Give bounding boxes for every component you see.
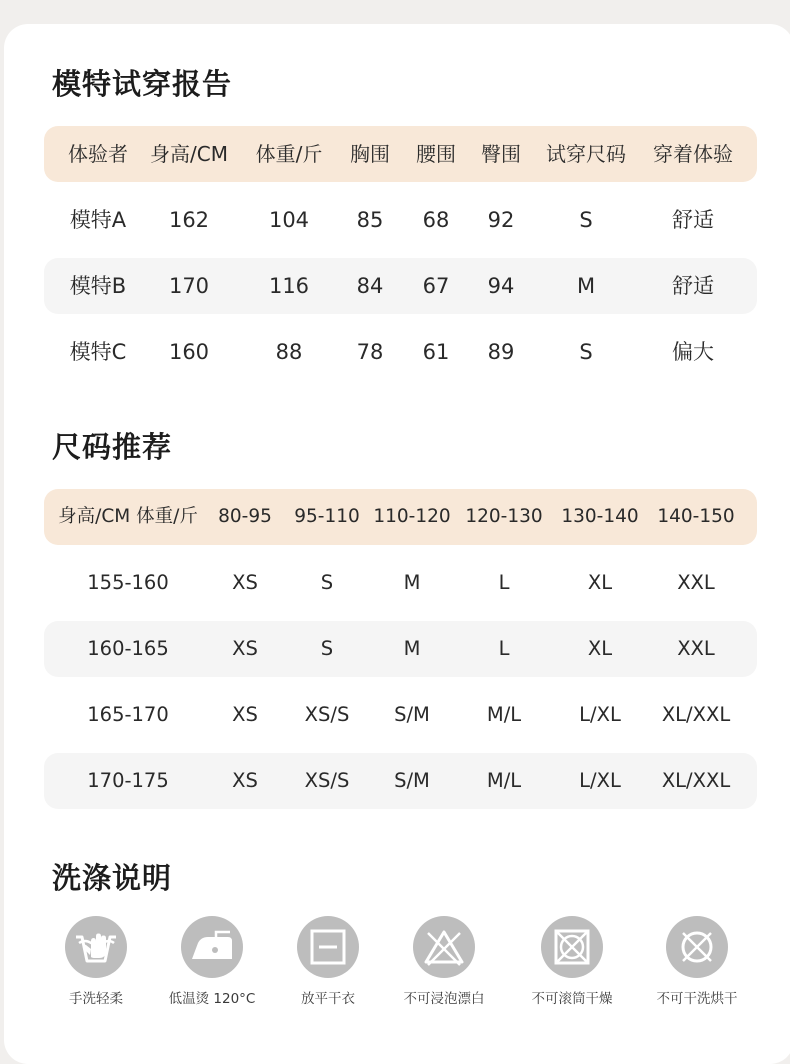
table-cell: XS: [232, 637, 258, 660]
table-cell: 170: [168, 274, 210, 298]
fitting-header-cell: 胸围: [350, 142, 390, 166]
fitting-header-cell: 腰围: [416, 142, 456, 166]
table-cell: 模特B: [69, 274, 127, 298]
size-header-cell: 130-140: [561, 506, 639, 527]
care-instructions-title: 洗涤说明: [52, 861, 173, 895]
table-cell: 160-165: [87, 637, 169, 660]
table-cell: XL/XXL: [661, 769, 731, 792]
care-label: 放平干衣: [301, 991, 355, 1007]
table-cell: 78: [356, 340, 384, 364]
table-cell: 165-170: [87, 703, 169, 726]
size-header-cell: 120-130: [465, 506, 543, 527]
table-cell: XS: [232, 769, 258, 792]
no-bleach-icon: [413, 916, 475, 978]
table-cell: S: [579, 208, 593, 232]
table-cell: L/XL: [579, 769, 621, 792]
table-cell: XL/XXL: [661, 703, 731, 726]
table-cell: XL: [587, 637, 613, 660]
table-cell: 94: [487, 274, 515, 298]
table-row: [44, 324, 757, 380]
no-tumble-dry-icon: [541, 916, 603, 978]
size-header-combined: 身高/CM 体重/斤: [58, 506, 198, 527]
table-cell: 104: [268, 208, 310, 232]
care-label: 不可浸泡漂白: [403, 991, 485, 1007]
table-cell: L: [498, 637, 510, 660]
table-cell: 舒适: [672, 208, 714, 232]
table-cell: L/XL: [579, 703, 621, 726]
care-item-no-dry-clean: [632, 916, 762, 1007]
table-cell: M: [403, 571, 421, 594]
table-cell: 162: [168, 208, 210, 232]
size-header-cell: 95-110: [294, 506, 360, 527]
table-cell: 89: [487, 340, 515, 364]
care-item-no-bleach: [379, 916, 509, 1007]
table-cell: XL: [587, 571, 613, 594]
table-cell: 偏大: [672, 340, 714, 364]
fitting-header-cell: 身高/CM: [150, 142, 228, 166]
table-cell: 67: [422, 274, 450, 298]
table-cell: S/M: [394, 769, 430, 792]
fitting-header-cell: 体重/斤: [255, 142, 323, 166]
table-cell: L: [498, 571, 510, 594]
low-iron-icon: [181, 916, 243, 978]
care-label: 不可干洗烘干: [656, 991, 738, 1007]
table-row: [44, 687, 757, 743]
table-cell: XS: [232, 703, 258, 726]
table-cell: XS/S: [304, 769, 350, 792]
table-cell: S: [320, 637, 334, 660]
table-cell: XS/S: [304, 703, 350, 726]
table-cell: M: [403, 637, 421, 660]
table-cell: 61: [422, 340, 450, 364]
table-cell: 170-175: [87, 769, 169, 792]
no-dry-clean-icon: [666, 916, 728, 978]
care-label: 手洗轻柔: [69, 991, 123, 1007]
table-cell: S: [579, 340, 593, 364]
table-row: [44, 753, 757, 809]
care-label: 低温烫 120°C: [168, 991, 256, 1007]
size-header-cell: 140-150: [657, 506, 735, 527]
table-cell: XXL: [677, 637, 715, 660]
table-row: [44, 258, 757, 314]
table-cell: XXL: [677, 571, 715, 594]
table-cell: 92: [487, 208, 515, 232]
table-cell: S/M: [394, 703, 430, 726]
care-item-low-iron: [147, 916, 277, 1007]
table-cell: 舒适: [672, 274, 714, 298]
care-item-hand-wash: [31, 916, 161, 1007]
table-cell: S: [320, 571, 334, 594]
table-cell: XS: [232, 571, 258, 594]
table-cell: 160: [168, 340, 210, 364]
dry-flat-icon: [297, 916, 359, 978]
table-cell: M: [576, 274, 596, 298]
size-recommendation-title: 尺码推荐: [52, 430, 173, 464]
table-cell: 116: [268, 274, 310, 298]
table-cell: M/L: [486, 703, 522, 726]
table-row: [44, 621, 757, 677]
size-header-row: [44, 489, 757, 545]
hand-wash-icon: [65, 916, 127, 978]
care-label: 不可滚筒干燥: [531, 991, 613, 1007]
table-cell: 模特A: [69, 208, 127, 232]
table-cell: 模特C: [69, 340, 127, 364]
table-cell: 85: [356, 208, 384, 232]
size-header-cell: 110-120: [373, 506, 451, 527]
fitting-report-title: 模特试穿报告: [52, 67, 233, 101]
size-header-cell: 80-95: [218, 506, 272, 527]
fitting-header-cell: 体验者: [68, 142, 128, 166]
care-item-dry-flat: [263, 916, 393, 1007]
fitting-header-row: [44, 126, 757, 182]
care-item-no-tumble-dry: [507, 916, 637, 1007]
table-cell: 88: [275, 340, 303, 364]
table-row: [44, 192, 757, 248]
fitting-header-cell: 试穿尺码: [546, 142, 626, 166]
table-cell: 155-160: [87, 571, 169, 594]
fitting-header-cell: 穿着体验: [653, 142, 733, 166]
table-cell: M/L: [486, 769, 522, 792]
table-row: [44, 555, 757, 611]
table-cell: 84: [356, 274, 384, 298]
fitting-header-cell: 臀围: [481, 142, 521, 166]
table-cell: 68: [422, 208, 450, 232]
